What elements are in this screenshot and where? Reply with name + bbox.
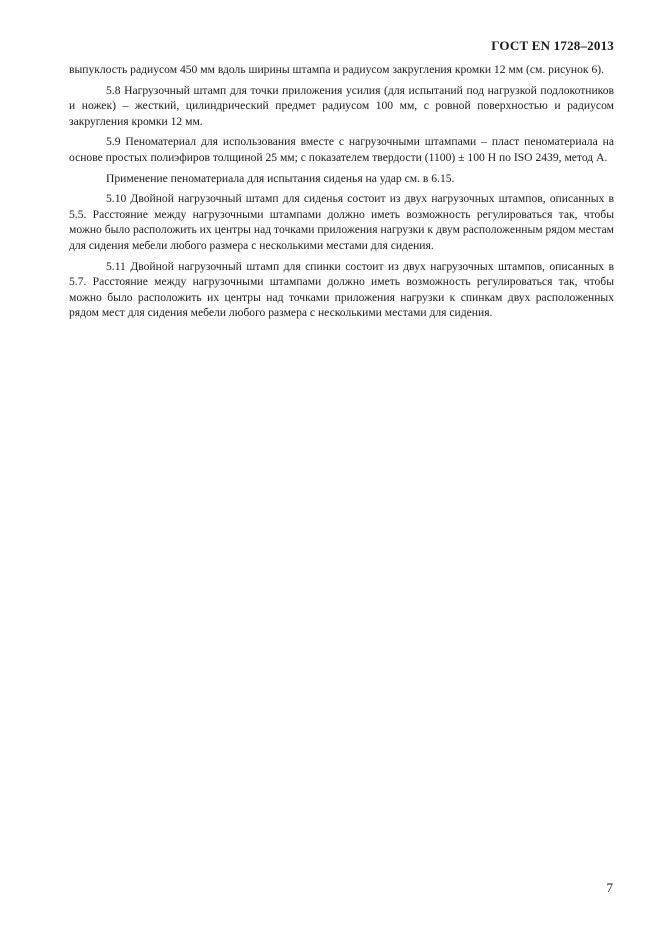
paragraph-foam-note: Применение пеноматериала для испытания сиденья на удар см. в 6.15. <box>106 171 455 185</box>
paragraph-5-8: 5.8 Нагрузочный штамп для точки приложения усилия (для испытаний под нагрузкой подлокотников и ножек) – жесткий, цилиндрический предмет радиусом 100 мм, с ровной поверхностью и радиусом закругления кромки 12 мм. <box>69 83 614 128</box>
paragraph-5-9: 5.9 Пеноматериал для использования вместе с нагрузочными штампами – пласт пеноматериала на основе простых полиэфиров толщиной 25 мм; с показателем твердости (1100) ± 100 Н по ISO 2439, метод А. <box>69 135 614 164</box>
paragraph-continuation: выпуклость радиусом 450 мм вдоль ширины штампа и радиусом закругления кромки 12 мм (см. рисунок 6). <box>69 63 605 76</box>
document-code-header: ГОСТ EN 1728–2013 <box>491 38 614 53</box>
paragraph-5-10: 5.10 Двойной нагрузочный штамп для сиденья состоит из двух нагрузочных штампов, описанных в 5.5. Расстояние между нагрузочными штампами должно иметь возможность регулироваться так, чтобы можно было расположить их центры над точками приложения нагрузки к двум расположенным рядом местам для сидения мебели любого размера с несколькими местами для сидения. <box>69 192 614 252</box>
paragraph-5-11: 5.11 Двойной нагрузочный штамп для спинки состоит из двух нагрузочных штампов, описанных в 5.7. Расстояние между нагрузочными штампами должно иметь возможность регулироваться так, чтобы можно было расположить их центры над точками приложения нагрузки к спинкам двух расположенных рядом мест для сидения мебели любого размера с несколькими местами для сидения. <box>69 259 614 320</box>
page-number: 7 <box>606 880 613 895</box>
document-body <box>69 62 614 321</box>
